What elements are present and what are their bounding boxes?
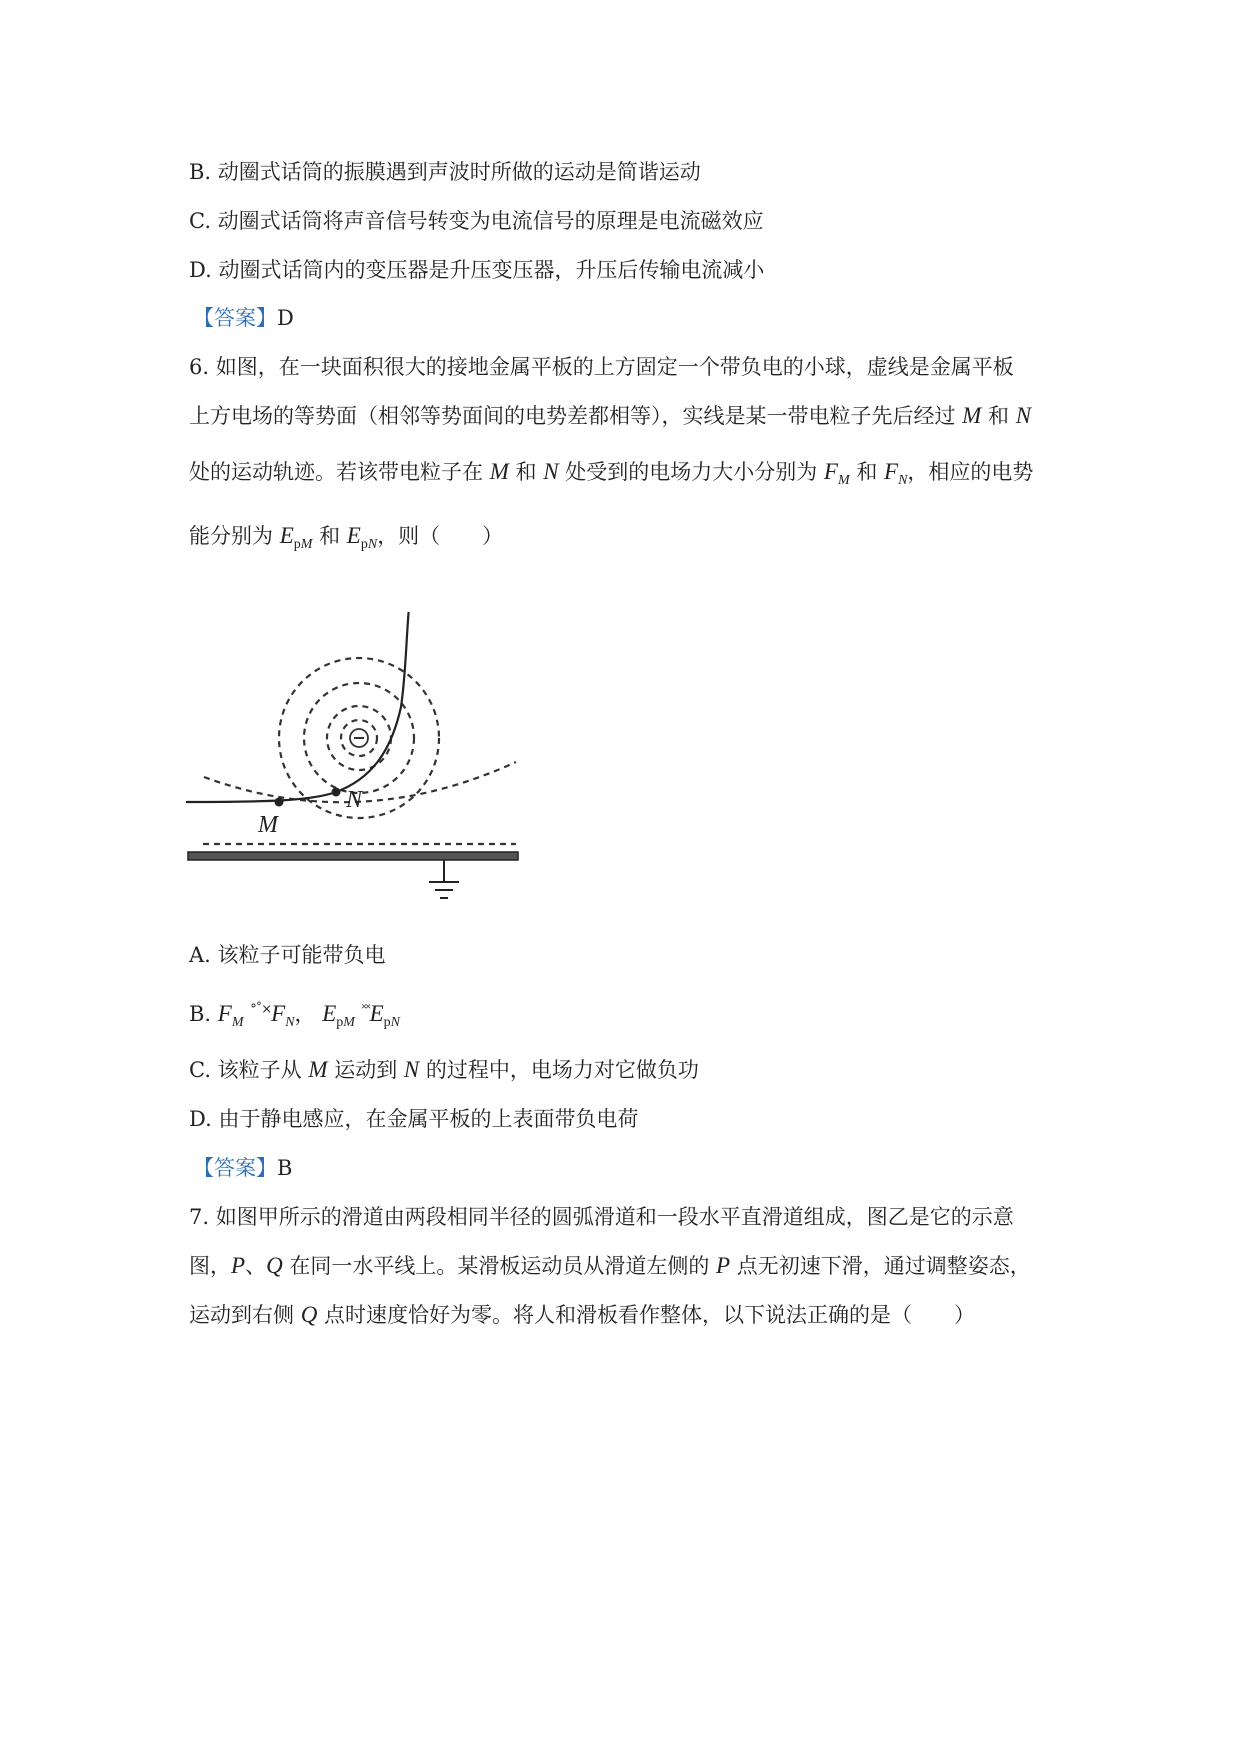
- text-run: ，则（ ）: [377, 524, 504, 548]
- text-run: ，相应的电势: [907, 460, 1034, 484]
- text-run: 和: [508, 460, 544, 484]
- label-N: N: [346, 787, 363, 813]
- var-N: N: [403, 1057, 420, 1082]
- subscript-M: M: [231, 1015, 244, 1030]
- text-run: C. 该粒子从: [189, 1058, 309, 1082]
- q6-option-a: A. 该粒子可能带负电: [189, 943, 386, 967]
- q6-option-b: [189, 995, 400, 1038]
- equipotential-diagram: [186, 612, 536, 912]
- var-E: E: [279, 523, 294, 548]
- subscript-N: N: [898, 473, 908, 488]
- q5-answer: [193, 303, 294, 333]
- text-run: 运动到右侧: [189, 1303, 301, 1327]
- q6-stem-line-3: [189, 457, 1033, 496]
- metal-plate: [188, 852, 518, 860]
- subscript-p: p: [383, 1015, 391, 1030]
- var-F: F: [271, 1001, 286, 1026]
- var-P: P: [231, 1253, 246, 1278]
- var-F: F: [823, 459, 838, 484]
- subscript-M: M: [837, 473, 850, 488]
- answer-label: 【答案】: [193, 306, 277, 330]
- text-run: 和: [981, 404, 1016, 428]
- var-E: E: [369, 1001, 384, 1026]
- var-M: M: [489, 459, 509, 484]
- var-E: E: [322, 1001, 337, 1026]
- answer-value: D: [277, 306, 294, 330]
- q7-stem-line-1: 7. 如图甲所示的滑道由两段相同半径的圆弧滑道和一段水平直滑道组成，图乙是它的示意: [189, 1205, 1014, 1229]
- var-E: E: [346, 523, 361, 548]
- q6-answer: [193, 1153, 292, 1183]
- q6-stem-line-4: [189, 521, 503, 560]
- text-run: 和: [312, 524, 347, 548]
- subscript-N: N: [367, 537, 378, 552]
- subscript-p: p: [360, 537, 368, 552]
- text-run: 和: [849, 460, 885, 484]
- subscript-M: M: [300, 537, 313, 552]
- var-M: M: [962, 403, 982, 428]
- q6-option-d: D. 由于静电感应，在金属平板的上表面带负电荷: [189, 1107, 639, 1131]
- q6-stem-line-2: [189, 401, 1031, 431]
- var-F: F: [884, 459, 899, 484]
- garbled-relation-glyph: ˟˟: [361, 1002, 370, 1017]
- text-run: 处的运动轨迹。若该带电粒子在: [189, 460, 490, 484]
- subscript-N: N: [390, 1015, 400, 1030]
- text-run: 的过程中，电场力对它做负功: [419, 1058, 699, 1082]
- q5-option-c: C. 动圈式话筒将声音信号转变为电流信号的原理是电流磁效应: [189, 209, 764, 233]
- answer-label: 【答案】: [193, 1156, 277, 1180]
- var-F: F: [217, 1001, 232, 1026]
- text-run: 在同一水平线上。某滑板运动员从滑道左侧的: [282, 1254, 717, 1278]
- var-N: N: [543, 459, 559, 484]
- q7-stem-line-2: [189, 1251, 1031, 1281]
- label-M: M: [258, 812, 278, 838]
- text-run: 点无初速下滑，通过调整姿态，: [730, 1254, 1031, 1278]
- text-run: 上方电场的等势面（相邻等势面间的电势差都相等），实线是某一带电粒子先后经过: [189, 404, 963, 428]
- trajectory-curve: [186, 612, 409, 802]
- text-run: 能分别为: [189, 524, 280, 548]
- subscript-p: p: [336, 1015, 344, 1030]
- var-Q: Q: [300, 1302, 318, 1327]
- q5-option-d: D. 动圈式话筒内的变压器是升压变压器，升压后传输电流减小: [189, 258, 765, 282]
- point-N-dot: [332, 788, 341, 797]
- q6-stem-line-1: 6. 如图，在一块面积很大的接地金属平板的上方固定一个带负电的小球，虚线是金属平板: [189, 355, 1014, 379]
- subscript-M: M: [343, 1015, 355, 1030]
- text-run: ，: [294, 1002, 323, 1026]
- q7-stem-line-3: [189, 1300, 975, 1330]
- text-run: 处受到的电场力大小分别为: [558, 460, 824, 484]
- q5-option-b: B. 动圈式话筒的振膜遇到声波时所做的运动是简谐运动: [189, 160, 701, 184]
- q6-option-c: [189, 1055, 699, 1085]
- text-run: 、: [245, 1254, 267, 1278]
- var-Q: Q: [266, 1253, 283, 1278]
- var-M: M: [308, 1057, 328, 1082]
- text-run: 图，: [189, 1254, 231, 1278]
- text-run: 点时速度恰好为零。将人和滑板看作整体，以下说法正确的是（ ）: [317, 1303, 975, 1327]
- text-run: B.: [189, 1002, 218, 1026]
- text-run: 运动到: [327, 1058, 404, 1082]
- var-N: N: [1015, 403, 1032, 428]
- answer-value: B: [277, 1156, 293, 1180]
- var-P: P: [716, 1253, 731, 1278]
- subscript-p: p: [293, 537, 301, 552]
- point-M-dot: [275, 798, 284, 807]
- subscript-N: N: [285, 1015, 295, 1030]
- garbled-relation-glyph: °˚×: [250, 1002, 272, 1017]
